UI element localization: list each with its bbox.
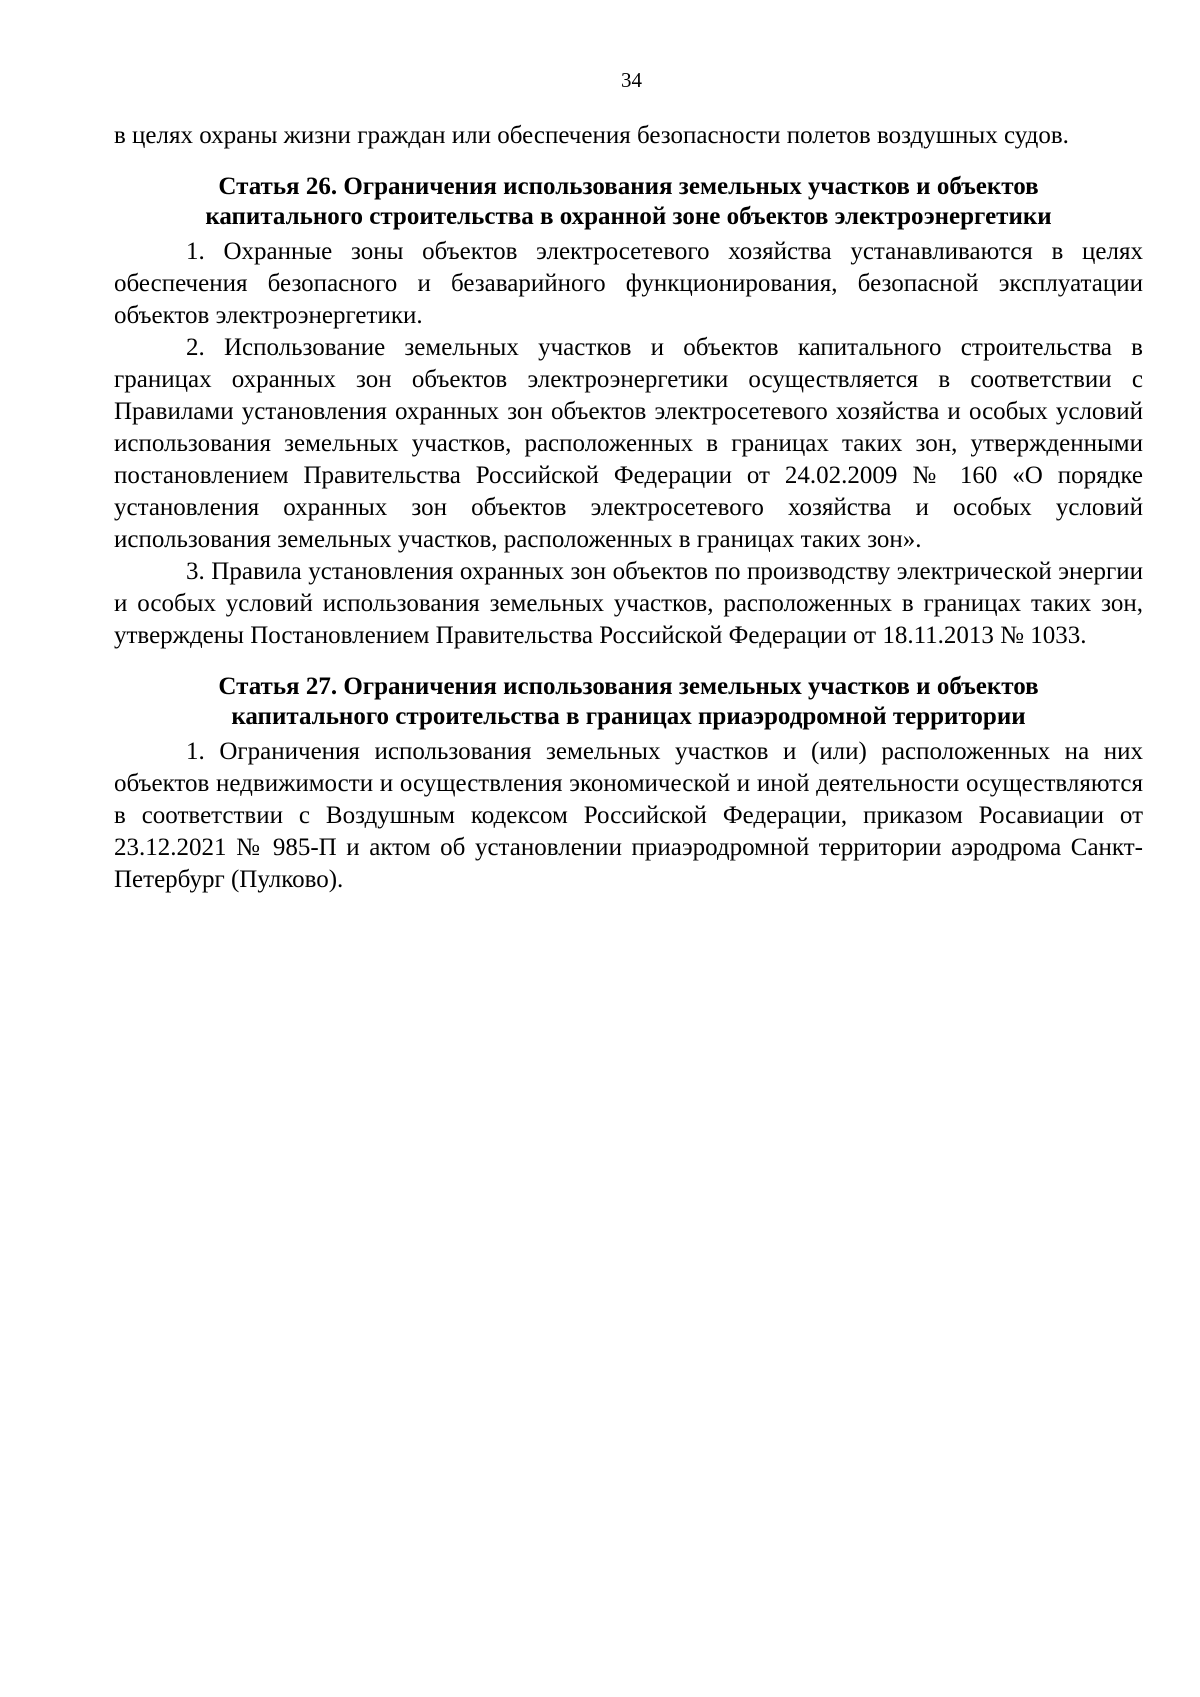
article-27-heading [114,672,1143,732]
page-number: 34 [621,68,642,92]
article-27-title-line1: Статья 27. Ограничения использования земельных участков и объектов [218,673,1039,700]
article-27-title-line2: капитального строительства в границах приаэродромной территории [231,703,1026,730]
document-body [114,120,1143,896]
article-26-paragraph-3: 3. Правила установления охранных зон объектов по производству электрической энергии и особых условий использования земельных участков, расположенных в границах таких зон, утверждены Постановлением Правительства Российской Федерации от 18.11.2013 № 1033. [114,558,1143,649]
article-26-title-line1: Статья 26. Ограничения использования земельных участков и объектов [218,173,1039,200]
intro-paragraph: в целях охраны жизни граждан или обеспечения безопасности полетов воздушных судов. [114,122,1069,149]
article-26-title-line2: капитального строительства в охранной зоне объектов электроэнергетики [205,203,1052,230]
article-26-heading [114,172,1143,232]
article-26-paragraph-2: 2. Использование земельных участков и объектов капитального строительства в границах охранных зон объектов электроэнергетики осуществляется в соответствии с Правилами установления охранных зон объектов электросетевого хозяйства и особых условий использования земельных участков, расположенных в границах таких зон, утвержденными постановлением Правительства Российской Федерации от 24.02.2009 № 160 «О порядке установления охранных зон объектов электросетевого хозяйства и особых условий использования земельных участков, расположенных в границах таких зон». [114,334,1143,553]
article-26-paragraph-1: 1. Охранные зоны объектов электросетевого хозяйства устанавливаются в целях обеспечения безопасного и безаварийного функционирования, безопасной эксплуатации объектов электроэнергетики. [114,238,1143,329]
article-27-paragraph-1: 1. Ограничения использования земельных участков и (или) расположенных на них объектов недвижимости и осуществления экономической и иной деятельности осуществляются в соответствии с Воздушным кодексом Российской Федерации, приказом Росавиации от 23.12.2021 № 985-П и актом об установлении приаэродромной территории аэродрома Санкт-Петербург (Пулково). [114,738,1143,893]
